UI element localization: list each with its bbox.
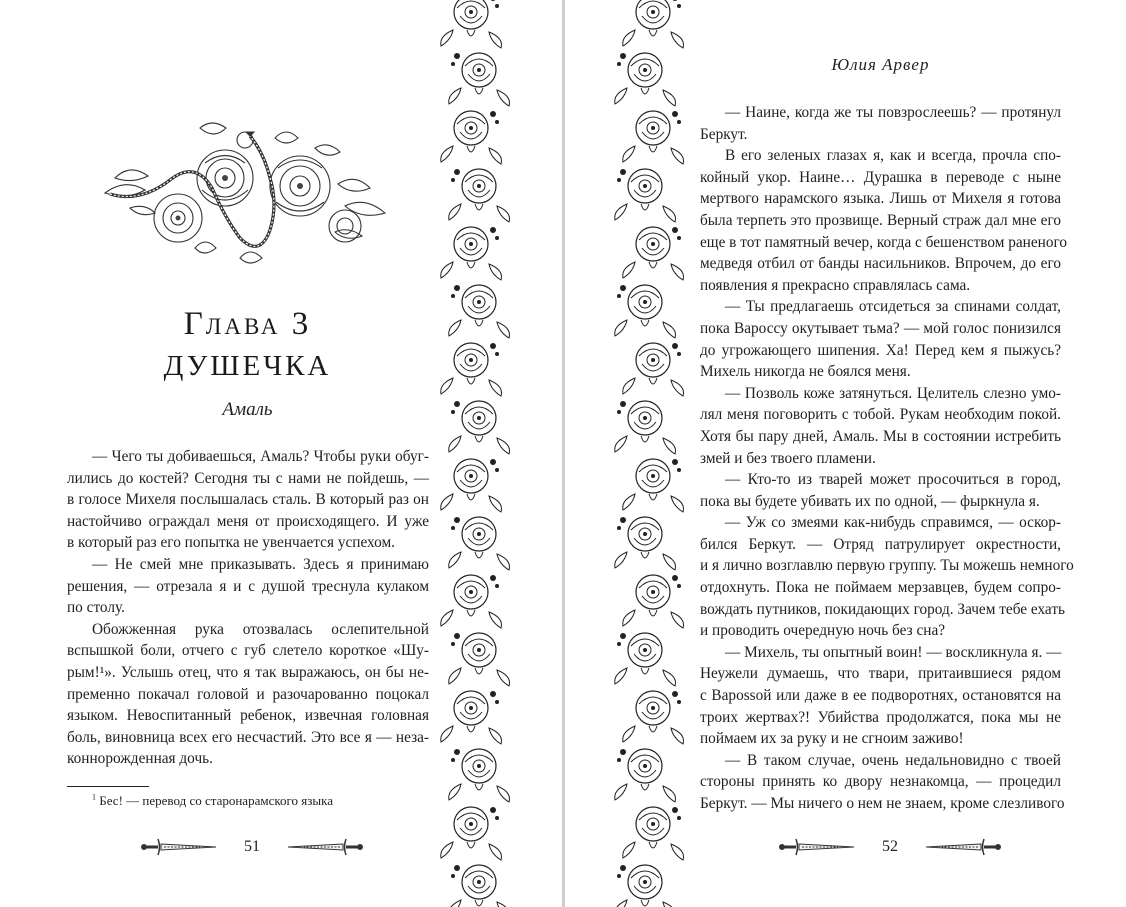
text-line: пока Вароссу окутывает тьма? — мой голос понизился	[700, 319, 1061, 337]
text-line: пременно покачал головой и разочарованно поцокал	[67, 685, 429, 703]
text-line: языком. Невоспитанный ребенок, извечная головная	[67, 707, 429, 725]
text-line: Неужели думаешь, что твари, притаившиеся рядом	[700, 665, 1061, 683]
body-text-left	[67, 446, 429, 770]
snake-and-peonies-icon	[100, 118, 390, 270]
text-line: бился Беркут. — Отряд патрулирует окрестности,	[700, 535, 1061, 553]
text-line: боль, виновница всех его несчастий. Это все я — неза-	[67, 728, 429, 746]
text-line: мертвого нарамского языка. Лишь от Михеля я готова	[700, 190, 1061, 208]
text-line: по столу.	[67, 599, 125, 617]
footnote-text: Бес! — перевод со старонарамского языка	[99, 793, 333, 808]
text-line: — Кто-то из тварей может просочиться в город,	[725, 471, 1061, 489]
body-text-right	[700, 102, 1074, 815]
chapter-name: ДУШЕЧКА	[163, 350, 332, 382]
text-line: решения, — отрезала я и с душой треснула кулаком	[67, 577, 429, 595]
text-line: в голосе Михеля послышалась сталь. В который раз он	[67, 491, 429, 509]
page-number-right: 52	[882, 838, 898, 855]
floral-border-left	[438, 0, 512, 907]
text-line: вспышкой боли, отчего с губ слетело короткое «Шу-	[67, 642, 429, 660]
text-line: Хотя бы пару дней, Амаль. Мы в состоянии истребить	[700, 427, 1061, 445]
text-line: была терпеть это прозвище. Верный страж дал мне его	[700, 211, 1061, 229]
text-line: В его зеленых глазах я, как и всегда, прочла спо-	[725, 147, 1061, 165]
text-line: — Позволь коже затянуться. Целитель слезно умо-	[725, 384, 1061, 402]
text-line: лились до костей? Сегодня ты с нами не пойдешь, —	[67, 469, 429, 487]
chapter-pov-character: Амаль	[222, 399, 273, 420]
dagger-icon	[140, 836, 218, 858]
floral-border-right	[612, 0, 686, 907]
text-line: отдохнуть. Пока не поймаем мерзавцев, будем сопро-	[700, 579, 1061, 597]
dagger-icon	[924, 836, 1002, 858]
text-line: пока вы будете убивать их по одной, — фыркнула я.	[700, 492, 1040, 510]
text-line: змей и без твоего пламени.	[700, 449, 876, 467]
dagger-icon	[778, 836, 856, 858]
text-line: еще в тот памятный вечер, когда с бешенством раненого	[700, 233, 1068, 251]
dagger-icon	[286, 836, 364, 858]
text-line: в который раз его попытка не увенчается успехом.	[67, 534, 395, 552]
peony-border-icon	[438, 0, 512, 907]
text-line: Михель никогда не боялся меня.	[700, 363, 911, 381]
footnote	[92, 793, 333, 809]
text-line: Беркут.	[700, 125, 748, 143]
text-line: и я лично возглавлю первую группу. Ты можешь немного	[700, 557, 1074, 575]
text-line: с Варossой или даже в ее подворотнях, остановятся на	[700, 687, 1061, 705]
text-line: — В таком случае, очень недальновидно с твоей	[725, 751, 1061, 769]
page-number-left: 51	[244, 838, 260, 855]
chapter-title: Глава 3	[183, 306, 312, 342]
text-line: до угрожающего шипения. Ха! Перед кем я пыжусь?	[700, 341, 1061, 359]
text-line: — Не смей мне приказывать. Здесь я принимаю	[92, 555, 429, 573]
text-line: лял меня поговорить с тобой. Рукам необходим покой.	[700, 406, 1061, 424]
text-line: появления я прекрасно справлялась сама.	[700, 276, 971, 294]
text-line: стороны принять ко двору незнакомца, — процедил	[700, 773, 1061, 791]
running-head-author: Юлия Арвер	[831, 55, 930, 74]
text-line: — Ты предлагаешь отсидеться за спинами солдат,	[725, 298, 1061, 316]
text-line: рым!¹». Услышь отец, что я так выражаюсь, он бы не-	[67, 663, 429, 681]
book-gutter	[562, 0, 565, 907]
text-line: поймаем их за руку и не сгноим заживо!	[700, 730, 964, 748]
text-line: — Уж со змеями как-нибудь справимся, — оскор-	[725, 514, 1061, 532]
text-line: — Наине, когда же ты повзрослеешь? — протянул	[725, 104, 1061, 121]
text-line: Беркут. — Мы ничего о нем не знаем, кроме слезливого	[700, 795, 1065, 812]
text-line: — Михель, ты опытный воин! — воскликнула я. —	[725, 643, 1062, 661]
folio-right	[778, 836, 1002, 858]
text-line: — Чего ты добиваешься, Амаль? Чтобы руки обуг-	[92, 448, 429, 465]
peony-border-icon	[612, 0, 686, 907]
folio-left	[140, 836, 364, 858]
text-line: настойчиво ограждал меня от происходящего. И уже	[67, 512, 429, 530]
text-line: койный укор. Наине… Дурашка в переводе с ныне	[700, 168, 1061, 186]
text-line: коннорожденная дочь.	[67, 750, 213, 768]
footnote-marker: 1	[92, 792, 96, 802]
footnote-divider	[67, 786, 149, 787]
text-line: и проводить очередную ночь без сна?	[700, 622, 946, 640]
text-line: вождать путников, покидающих город. Зачем тебе ехать	[700, 600, 1065, 618]
text-line: троих жертвах?! Убийства продолжатся, пока мы не	[700, 708, 1061, 726]
text-line: медведя отбил от банды насильников. Впрочем, до его	[700, 255, 1061, 273]
text-line: Обожженная рука отозвалась ослепительной	[92, 620, 429, 638]
